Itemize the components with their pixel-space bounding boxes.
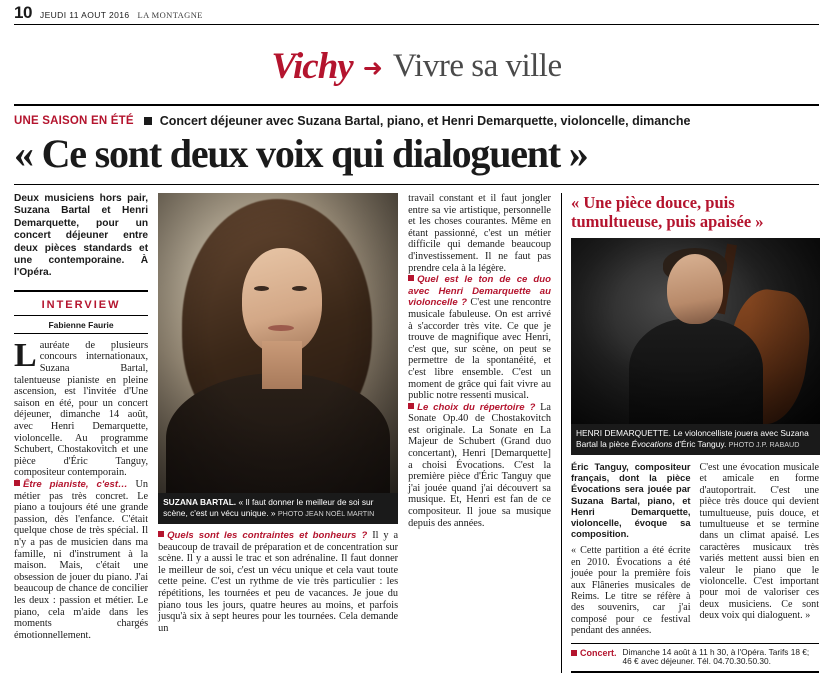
sidebar-columns <box>571 462 819 637</box>
column-three <box>408 193 551 673</box>
answer-3: C'est une rencontre musicale fabuleuse. On est arrivé à s'accorder très vite. Ce que je trouve de magnifique avec Henri, c'est que, sur scène, on peut se permettre de la spontanéité, et c'est libre ensemble. C'est un moment de grâce qui fait vivre au public notre ressenti musical. <box>408 297 551 402</box>
masthead-date: JEUDI 11 AOUT 2016 <box>39 10 130 20</box>
sidebar-column-right <box>700 462 820 637</box>
photo-suzana-bartal <box>158 193 398 493</box>
divider-thin <box>14 184 819 185</box>
caption-text: « Il faut donner le meilleur de soi sur scène, c'est un vécu unique. » <box>163 497 374 518</box>
question-1: Être pianiste, c'est… Un métier pas très concret. Le piano a toujours été une grande passion, dès l'enfance. C'était quelque chose de très spécial. Il n'y a pas de musicien dans ma famille, ni d'instrument à la maison. Mais, c'était une obsession de jouer du piano. J'ai beaucoup de chance de concilier les deux : passion et métier. Le piano, cela m'aide dans les moments chargés émotionnellement. <box>14 478 149 641</box>
square-bullet-icon <box>571 650 577 656</box>
arrow-right-icon: ➜ <box>362 55 383 82</box>
column-three-text <box>408 193 551 529</box>
interview-label-box <box>14 290 148 316</box>
sidebar-box <box>561 193 819 673</box>
caption-work-title: Évocations <box>631 438 673 449</box>
answer-2: Il y a beaucoup de travail de préparation et de concentration sur scène. Il y a aussi le trac et son adrénaline. Il faut donner le meilleur de soi, c'est un vécu unique et cela vaut toute cette peine. C'est un rythme de vie très particulier : les répétitions, les tournées et peu de vacances. Je joue du piano tous les jours, quatre heures au moins, et parfois jusqu'à six à sept heures pour les tournées. Cela demande un <box>158 530 399 634</box>
sidebar-quote-one: « Cette partition a été écrite en 2010. Évocations a été jouée pour la première fois aux Flâneries musicales de Reims. Le titre se réfère à des souvenirs, car j'ai composé pour ce festival pendant des années. <box>571 545 691 637</box>
caption-credit: PHOTO JEAN NOËL MARTIN <box>277 508 375 518</box>
square-bullet-icon <box>158 531 164 537</box>
photo-caption-demarquette <box>571 424 820 455</box>
article-body <box>14 193 819 673</box>
caption-text: Le violoncelliste jouera avec Suzana Bartal la pièce <box>576 428 809 449</box>
square-bullet-icon <box>408 275 414 281</box>
article-kicker <box>14 106 819 130</box>
section-subtitle: Vivre sa ville <box>392 48 562 84</box>
photo-vignette <box>158 193 398 493</box>
sidebar-quote-two: C'est une évocation musicale et amicale en forme d'autoportrait. C'est une pièce très douce qui devient tumultueuse, puis douce, et tumultueuse et se termine dans un climat apaisé. Les caractères musicaux très variés mettent aussi bien en valeur le piano que le violoncelle. C'est important pour moi de valoriser ces deux musiciens. Ce sont deux voix qui dialoguent. » <box>699 462 819 622</box>
section-banner <box>14 25 819 102</box>
byline: Fabienne Faurie <box>14 320 148 334</box>
section-title: Vichy <box>271 46 353 87</box>
kicker-text: Concert déjeuner avec Suzana Bartal, piano, et Henri Demarquette, violoncelle, dimanche <box>159 114 691 128</box>
masthead <box>14 0 819 25</box>
answer-continued: travail constant et il faut jongler entre sa vie artistique, personnelle et les choses courantes. Même en étant passionné, c'est un métier difficile qui demande beaucoup d'investissement. Il ne faut pas prendre cela à la légère. <box>408 193 551 274</box>
masthead-paper-name: LA MONTAGNE <box>137 10 203 20</box>
info-tag: Concert. <box>571 648 617 658</box>
interview-label: INTERVIEW <box>41 298 121 311</box>
column-two <box>158 193 398 673</box>
square-bullet-icon <box>144 117 152 125</box>
question-4: Le choix du répertoire ? La Sonate Op.40 de Chostakovitch est originale. La Sonate en La Majeur de Schubert (Grand duo concertant), Henri [Demarquette] a choisi Évocations. C'est la première pièce d'Éric Tanguy que j'ai jouée quand j'ai découvert sa musique. Et, Henri est fan de ce compositeur. Il joue sa musique depuis des années. <box>408 401 551 529</box>
caption-credit: PHOTO J.P. RABAUD <box>728 439 800 449</box>
answer-4: La Sonate Op.40 de Chostakovitch est originale. La Sonate en La Majeur de Schubert (Grand duo concertant), Henri [Demarquette] a choisi Évocations. C'est la première pièce d'Éric Tanguy que j'ai jouée quand j'ai découvert sa musique. Et, Henri est fan de ce compositeur. Il joue sa musique depuis des années. <box>408 401 551 529</box>
kicker-label: UNE SAISON EN ÉTÉ <box>14 115 134 127</box>
column-two-text <box>158 530 398 634</box>
standfirst: Deux musiciens hors pair, Suzana Bartal et Henri Demarquette, pour un concert déjeuner entre deux pièces standards et une contemporaine. À l'Opéra. <box>14 193 149 279</box>
sidebar-column-left <box>571 462 691 637</box>
caption-name: HENRI DEMARQUETTE. <box>576 428 671 438</box>
question-2: Quels sont les contraintes et bonheurs ? Il y a beaucoup de travail de préparation et de concentration sur scène. Il y a aussi le trac et son adrénaline. Il faut donner le meilleur de soi, c'est un vécu unique et cela vaut toute cette peine. C'est un rythme de vie très particulier : les répétitions, les tournées et peu de vacances. Je joue du piano tous les jours, quatre heures au moins, et parfois jusqu'à six à sept heures pour les tournées. Cela demande un <box>158 530 399 634</box>
sidebar-title: « Une pièce douce, puis tumultueuse, puis apaisée » <box>571 193 764 231</box>
square-bullet-icon <box>408 403 414 409</box>
photo-caption-bartal <box>158 493 398 524</box>
page-folio: 10 <box>14 3 32 22</box>
answer-1: Un métier pas très concret. Le piano a toujours été une grande passion, dès l'enfance. C'était quelque chose de très spécial. Il n'y a pas de musicien dans ma famille, ni d'instrument à la maison. Mais, c'était une obsession de jouer du piano. J'ai beaucoup de chance de concilier les deux : passion et métier. Le piano, cela m'aide dans les moments chargés émotionnellement. <box>14 478 149 641</box>
info-text: Dimanche 14 août à 11 h 30, à l'Opéra. Tarifs 18 €; 46 € avec déjeuner. Tél. 04.70.30.50.30. <box>622 646 810 667</box>
practical-info-box <box>571 643 819 673</box>
square-bullet-icon <box>14 480 20 486</box>
sidebar-lead: Éric Tanguy, compositeur français, dont la pièce Évocations sera jouée par Suzana Bartal, piano, et Henri Demarquette, violoncelle, évoque sa composition. <box>571 462 691 540</box>
question-3: Quel est le ton de ce duo avec Henri Demarquette au violoncelle ? C'est une rencontre musicale fabuleuse. On est arrivé à s'accorder très vite. Ce que je trouve de magnifique avec Henri, c'est que, sur scène, on peut se permettre de la spontanéité, et c'est libre ensemble. C'est un moment de grâce qui fait vivre au public notre ressenti musical. <box>408 274 551 402</box>
photo-vignette <box>571 238 820 424</box>
caption-author: d'Éric Tanguy. <box>674 438 727 449</box>
photo-henri-demarquette <box>571 238 820 424</box>
caption-name: SUZANA BARTAL. <box>163 497 237 507</box>
page-title: « Ce sont deux voix qui dialoguent » <box>14 131 588 176</box>
column-one-text <box>14 336 149 641</box>
column-one <box>14 193 148 673</box>
lede-paragraph: Lauréate de plusieurs concours internationaux, Suzana Bartal, talentueuse pianiste en pleine ascension, est l'invitée d'Une saison en été, pour un concert déjeuner, dimanche 14 août, avec Henri Demarquette, violoncelle. Au programme Schubert, Chostakovitch et une pièce d'Éric Tanguy, compositeur contemporain. <box>14 336 149 479</box>
